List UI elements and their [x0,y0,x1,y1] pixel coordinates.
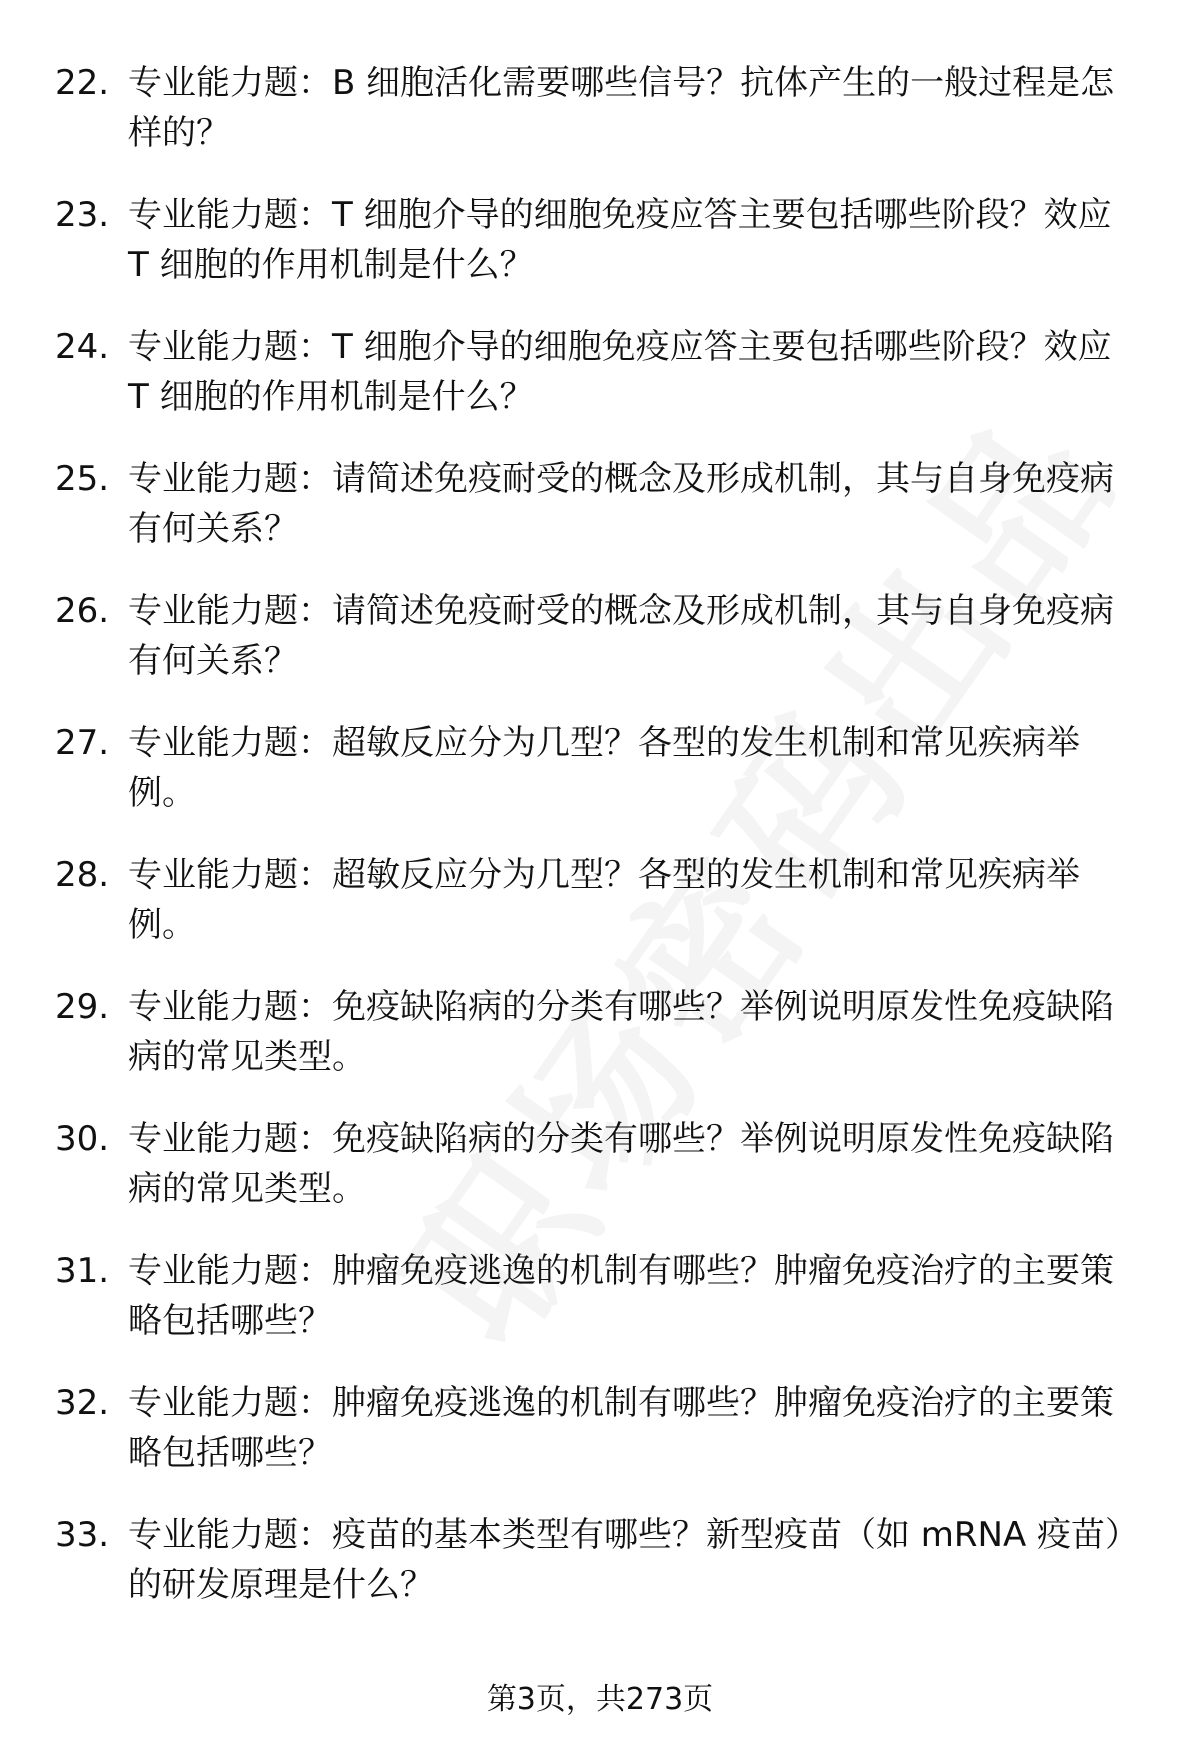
question-number: 26. [55,591,110,631]
question-number: 22. [55,63,110,103]
question-number: 23. [55,195,110,235]
question-number: 33. [55,1515,110,1555]
question-text: 专业能力题：超敏反应分为几型？各型的发生机制和常见疾病举例。 [128,855,1080,945]
question-number: 27. [55,723,110,763]
question-text: 专业能力题：T 细胞介导的细胞免疫应答主要包括哪些阶段？效应 T 细胞的作用机制是什么？ [128,327,1112,417]
page-number-footer: 第3页，共273页 [486,1682,714,1717]
question-item [0,1246,1200,1378]
question-number: 32. [55,1383,110,1423]
question-item [0,718,1200,850]
question-text: 专业能力题：免疫缺陷病的分类有哪些？举例说明原发性免疫缺陷病的常见类型。 [128,987,1114,1077]
question-text: 专业能力题：疫苗的基本类型有哪些？新型疫苗（如 mRNA 疫苗）的研发原理是什么？ [128,1515,1140,1605]
question-item [0,850,1200,982]
question-text: 专业能力题：T 细胞介导的细胞免疫应答主要包括哪些阶段？效应 T 细胞的作用机制是什么？ [128,195,1112,285]
question-number: 31. [55,1251,110,1291]
question-text: 专业能力题：请简述免疫耐受的概念及形成机制，其与自身免疫病有何关系？ [128,591,1114,681]
question-text: 专业能力题：免疫缺陷病的分类有哪些？举例说明原发性免疫缺陷病的常见类型。 [128,1119,1114,1209]
question-number: 24. [55,327,110,367]
question-item [0,1114,1200,1246]
question-item [0,322,1200,454]
question-text: 专业能力题：肿瘤免疫逃逸的机制有哪些？肿瘤免疫治疗的主要策略包括哪些？ [128,1383,1114,1473]
question-text: 专业能力题：请简述免疫耐受的概念及形成机制，其与自身免疫病有何关系？ [128,459,1114,549]
question-number: 28. [55,855,110,895]
question-item [0,190,1200,322]
question-text: 专业能力题：B 细胞活化需要哪些信号？抗体产生的一般过程是怎样的？ [128,63,1115,153]
question-item [0,1378,1200,1510]
question-text: 专业能力题：超敏反应分为几型？各型的发生机制和常见疾病举例。 [128,723,1080,813]
question-number: 30. [55,1119,110,1159]
question-item [0,1510,1200,1642]
question-item [0,454,1200,586]
question-item [0,982,1200,1114]
question-text: 专业能力题：肿瘤免疫逃逸的机制有哪些？肿瘤免疫治疗的主要策略包括哪些？ [128,1251,1114,1341]
question-number: 25. [55,459,110,499]
question-number: 29. [55,987,110,1027]
question-list [0,58,1200,1642]
question-item [0,586,1200,718]
question-item [0,58,1200,190]
